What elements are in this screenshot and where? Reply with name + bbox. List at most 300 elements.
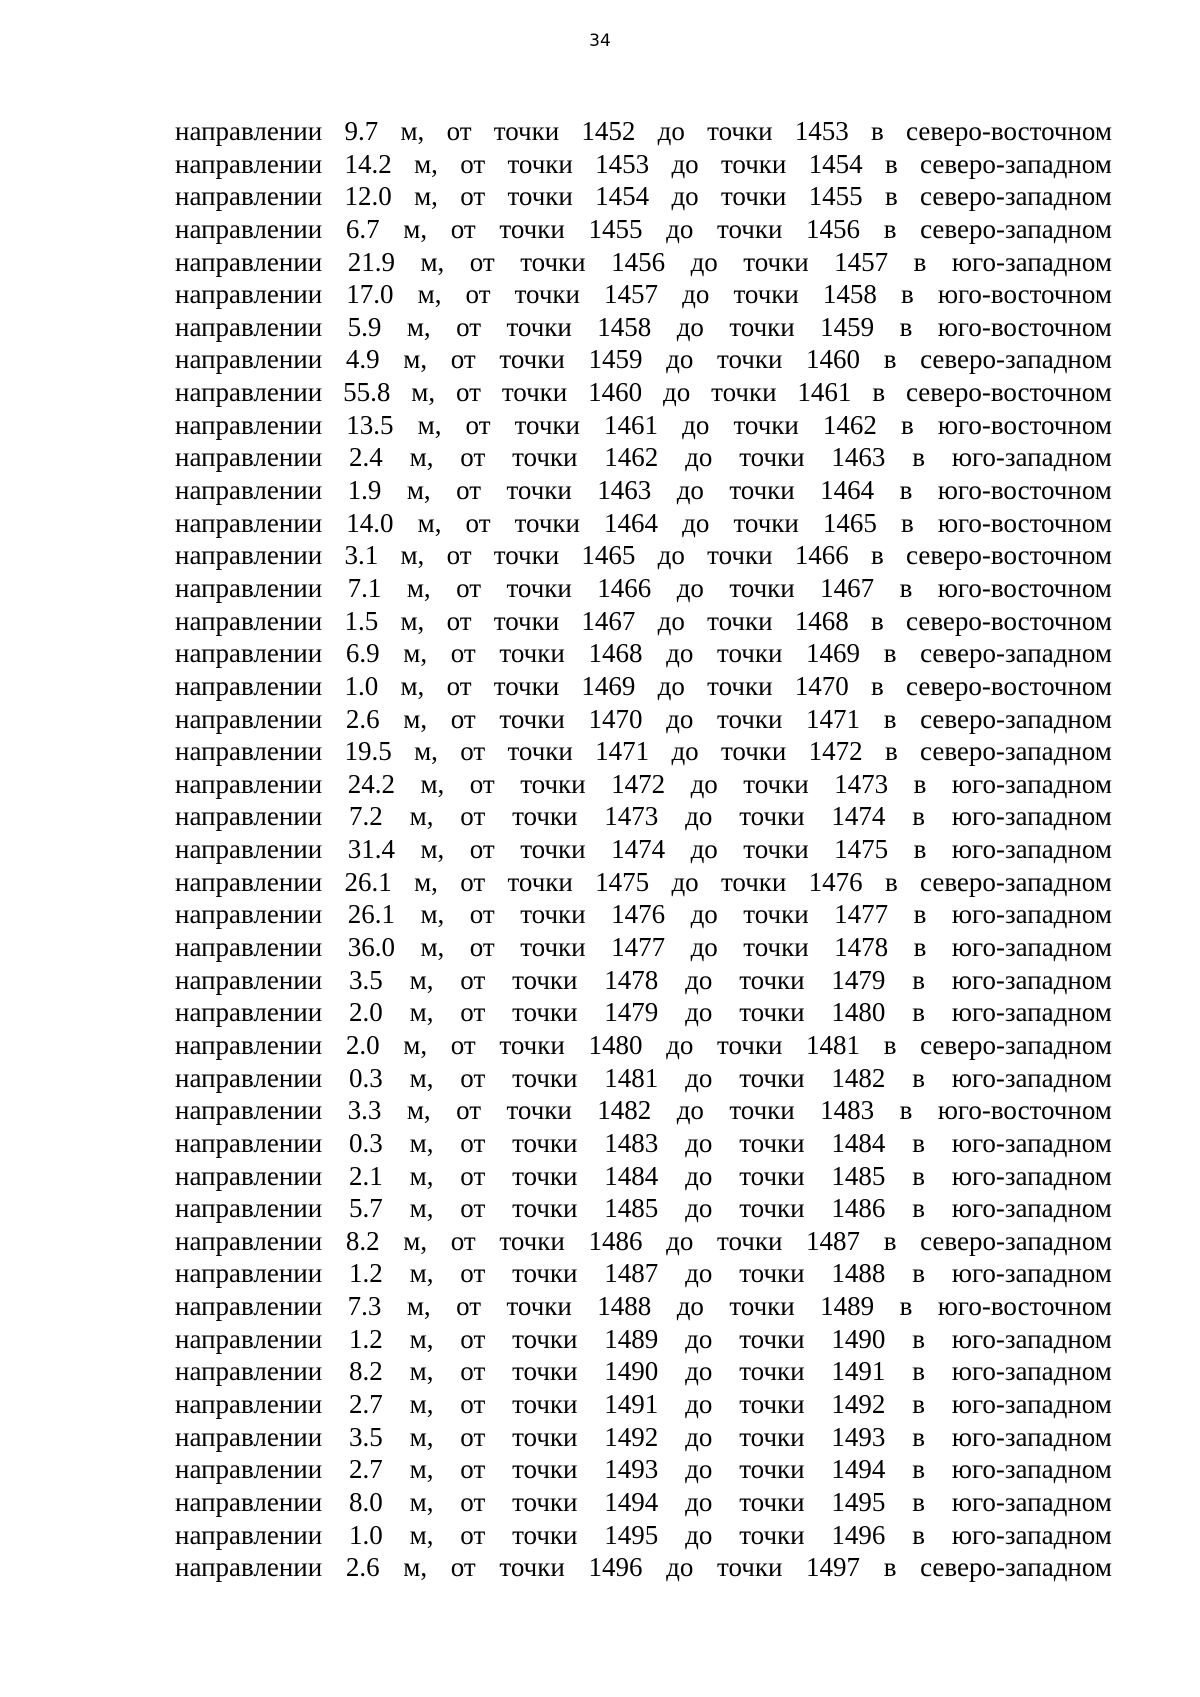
text-word: 7.1 — [347, 572, 382, 603]
text-word: в — [901, 507, 914, 538]
text-word: точки — [512, 964, 578, 995]
text-word: м, — [411, 377, 436, 408]
text-word: 26.1 — [347, 899, 395, 930]
text-word: 55.8 — [343, 377, 391, 408]
text-word: направлении — [175, 964, 323, 995]
text-word: в — [912, 1519, 925, 1550]
text-word: юго-западном — [951, 1258, 1112, 1289]
text-word: до — [685, 1421, 713, 1452]
text-word: направлении — [175, 997, 323, 1028]
text-word: в — [913, 899, 927, 930]
text-word: точки — [512, 1258, 578, 1289]
text-word: м, — [409, 1062, 434, 1093]
text-word: точки — [720, 181, 787, 212]
text-word: 1470 — [588, 703, 643, 734]
text-word: от — [460, 1160, 486, 1191]
text-word: направлении — [175, 768, 323, 799]
text-word: в — [872, 377, 886, 408]
text-word: м, — [414, 181, 438, 212]
text-line — [175, 964, 1112, 997]
text-word: в — [912, 1193, 925, 1224]
text-word: 2.7 — [349, 1388, 383, 1419]
text-word: до — [682, 507, 710, 538]
text-word: до — [685, 1388, 713, 1419]
text-word: до — [690, 246, 718, 277]
text-word: юго-восточном — [937, 311, 1112, 342]
text-word: 2.7 — [349, 1454, 383, 1485]
text-word: юго-западном — [951, 1388, 1112, 1419]
text-word: 1.5 — [344, 605, 379, 636]
text-word: точки — [739, 1323, 805, 1354]
text-word: точки — [733, 507, 799, 538]
text-word: м, — [400, 116, 425, 146]
text-line — [175, 1355, 1112, 1388]
text-word: от — [450, 703, 476, 734]
text-word: точки — [493, 540, 560, 571]
text-word: 3.5 — [349, 964, 383, 995]
text-word: направлении — [175, 1095, 323, 1126]
text-word: точки — [512, 1454, 578, 1485]
text-line — [175, 735, 1112, 768]
text-word: 1457 — [604, 279, 659, 310]
text-word: до — [676, 572, 704, 603]
text-word: юго-западном — [951, 1062, 1112, 1093]
text-word: до — [685, 1323, 713, 1354]
text-word: северо-восточном — [906, 605, 1112, 636]
text-word: в — [912, 964, 925, 995]
text-word: 1494 — [831, 1454, 886, 1485]
text-word: в — [912, 1160, 925, 1191]
text-word: 1476 — [808, 866, 863, 897]
text-word: в — [912, 1454, 925, 1485]
text-word: 1464 — [604, 507, 659, 538]
text-word: направлении — [175, 1421, 323, 1452]
text-word: направлении — [175, 246, 323, 277]
text-word: 1478 — [834, 932, 889, 963]
text-word: м, — [409, 1193, 434, 1224]
text-word: точки — [739, 1160, 805, 1191]
text-word: направлении — [175, 1160, 323, 1191]
text-word: 1468 — [588, 638, 643, 669]
text-line — [175, 1290, 1112, 1323]
text-word: от — [460, 1062, 486, 1093]
text-word: 1488 — [831, 1258, 886, 1289]
text-word: юго-восточном — [937, 1095, 1112, 1126]
text-word: 8.0 — [349, 1486, 383, 1517]
text-word: точки — [512, 801, 578, 832]
text-word: юго-западном — [951, 1519, 1112, 1550]
text-line — [175, 768, 1112, 801]
text-word: точки — [707, 540, 773, 571]
text-word: от — [456, 1095, 482, 1126]
text-word: 1495 — [831, 1486, 886, 1517]
text-word: 1467 — [820, 572, 875, 603]
text-word: от — [460, 964, 486, 995]
text-word: 1481 — [806, 1029, 861, 1060]
text-word: 1489 — [604, 1323, 659, 1354]
text-word: от — [460, 1519, 486, 1550]
text-word: направлении — [175, 834, 323, 865]
text-word: от — [450, 1029, 476, 1060]
text-word: от — [469, 932, 495, 963]
text-word: 1484 — [831, 1127, 886, 1158]
text-word: м, — [417, 409, 442, 440]
text-line — [175, 800, 1112, 833]
text-word: до — [690, 768, 718, 799]
text-word: направлении — [175, 1486, 323, 1517]
text-word: до — [685, 1127, 713, 1158]
text-word: 17.0 — [346, 279, 394, 310]
text-word: 1474 — [611, 834, 666, 865]
text-word: до — [685, 1519, 713, 1550]
text-word: 1482 — [831, 1062, 886, 1093]
text-word: м, — [403, 213, 428, 244]
text-word: от — [450, 1552, 476, 1583]
text-word: направлении — [175, 1519, 323, 1550]
text-word: 1471 — [595, 736, 650, 767]
text-word: направлении — [175, 1552, 323, 1583]
text-word: точки — [493, 116, 560, 146]
text-word: направлении — [175, 572, 323, 603]
text-word: от — [460, 1356, 486, 1387]
text-word: в — [912, 1486, 925, 1517]
text-word: точки — [512, 1160, 578, 1191]
text-word: точки — [499, 1552, 565, 1583]
text-line — [175, 1127, 1112, 1160]
text-word: направлении — [175, 507, 323, 538]
text-word: 1462 — [822, 409, 877, 440]
text-word: направлении — [175, 1062, 323, 1093]
text-word: 1477 — [611, 932, 666, 963]
text-word: 1484 — [604, 1160, 659, 1191]
text-word: точки — [512, 1062, 578, 1093]
text-word: 1.0 — [349, 1519, 383, 1550]
text-word: 8.2 — [349, 1356, 383, 1387]
text-word: в — [912, 997, 925, 1028]
text-word: точки — [720, 866, 787, 897]
text-word: юго-западном — [951, 1356, 1112, 1387]
text-word: направлении — [175, 475, 323, 506]
text-word: направлении — [175, 213, 323, 244]
text-word: 1486 — [831, 1193, 886, 1224]
text-word: точки — [720, 736, 787, 767]
text-word: в — [912, 1258, 925, 1289]
text-word: точки — [720, 148, 787, 179]
text-word: точки — [512, 1486, 578, 1517]
text-word: м, — [420, 834, 445, 865]
text-word: северо-западном — [920, 344, 1112, 375]
text-word: северо-западном — [920, 736, 1112, 767]
text-word: точки — [512, 442, 578, 473]
text-word: точки — [717, 213, 783, 244]
text-word: 1492 — [831, 1388, 886, 1419]
text-word: 2.4 — [349, 442, 383, 473]
text-word: 1475 — [595, 866, 650, 897]
text-word: точки — [739, 964, 805, 995]
text-word: направлении — [175, 1225, 323, 1256]
text-word: 1461 — [604, 409, 659, 440]
text-word: северо-западном — [920, 148, 1112, 179]
text-word: юго-западном — [951, 899, 1112, 930]
text-word: в — [883, 638, 897, 669]
text-word: точки — [739, 442, 805, 473]
text-word: точки — [512, 1421, 578, 1452]
text-word: точки — [507, 866, 573, 897]
text-word: 5.7 — [349, 1193, 383, 1224]
text-word: от — [460, 181, 486, 212]
text-line — [175, 1486, 1112, 1519]
text-word: 2.6 — [345, 1552, 380, 1583]
text-word: 26.1 — [344, 866, 392, 897]
text-word: 1468 — [794, 605, 849, 636]
text-word: точки — [743, 834, 809, 865]
text-word: 1479 — [831, 964, 886, 995]
text-line — [175, 1421, 1112, 1454]
text-word: точки — [739, 1356, 805, 1387]
text-word: в — [912, 801, 925, 832]
text-word: 14.0 — [346, 507, 394, 538]
text-word: точки — [512, 1127, 578, 1158]
text-word: 1485 — [831, 1160, 886, 1191]
text-word: 1470 — [794, 670, 849, 701]
text-word: юго-западном — [951, 997, 1112, 1028]
text-word: 1463 — [597, 475, 652, 506]
text-word: точки — [514, 507, 580, 538]
text-word: точки — [520, 834, 586, 865]
text-word: от — [465, 409, 491, 440]
text-line — [175, 637, 1112, 670]
text-word: от — [460, 866, 486, 897]
text-word: 6.7 — [345, 213, 380, 244]
text-word: в — [883, 344, 897, 375]
text-word: от — [455, 377, 481, 408]
text-word: точки — [743, 899, 809, 930]
text-word: юго-западном — [951, 442, 1112, 473]
text-word: м, — [400, 670, 425, 701]
text-word: юго-западном — [951, 1486, 1112, 1517]
text-word: точки — [520, 246, 586, 277]
text-word: м, — [403, 1552, 428, 1583]
text-word: до — [657, 540, 685, 571]
text-word: точки — [717, 1225, 783, 1256]
text-word: юго-западном — [951, 1323, 1112, 1354]
text-line — [175, 507, 1112, 540]
text-word: в — [912, 1062, 925, 1093]
text-word: от — [456, 572, 482, 603]
text-word: направлении — [175, 670, 323, 701]
text-word: 1473 — [604, 801, 659, 832]
text-word: от — [469, 834, 495, 865]
text-word: юго-западном — [951, 834, 1112, 865]
text-word: м, — [420, 768, 445, 799]
text-word: 1459 — [820, 311, 875, 342]
text-word: 1.2 — [349, 1323, 383, 1354]
text-word: юго-западном — [951, 1454, 1112, 1485]
text-word: до — [671, 866, 699, 897]
text-word: северо-западном — [920, 1225, 1112, 1256]
text-word: 1456 — [806, 213, 861, 244]
text-word: 1488 — [597, 1291, 652, 1322]
text-word: точки — [733, 279, 799, 310]
text-word: точки — [507, 736, 573, 767]
text-word: до — [657, 605, 685, 636]
text-word: 31.4 — [347, 834, 395, 865]
text-word: в — [871, 116, 884, 146]
text-word: 1461 — [797, 377, 852, 408]
text-word: направлении — [175, 736, 323, 767]
text-word: точки — [499, 1225, 565, 1256]
text-word: 1495 — [604, 1519, 659, 1550]
text-word: до — [682, 409, 710, 440]
text-word: северо-западном — [920, 213, 1112, 244]
text-line — [175, 180, 1112, 213]
text-word: 1493 — [831, 1421, 886, 1452]
text-word: точки — [493, 605, 560, 636]
text-word: м, — [406, 311, 431, 342]
text-word: точки — [717, 703, 783, 734]
text-word: от — [456, 475, 482, 506]
text-word: 1497 — [806, 1552, 861, 1583]
text-word: 13.5 — [346, 409, 394, 440]
text-word: от — [456, 1291, 482, 1322]
text-line — [175, 246, 1112, 279]
text-word: юго-восточном — [937, 507, 1112, 538]
text-word: 1467 — [581, 605, 636, 636]
text-word: 1455 — [588, 213, 643, 244]
text-word: юго-западном — [951, 1193, 1112, 1224]
text-line — [175, 148, 1112, 181]
text-word: северо-западном — [920, 181, 1112, 212]
text-word: м, — [409, 1258, 434, 1289]
text-line — [175, 1257, 1112, 1290]
text-word: до — [676, 475, 704, 506]
text-word: точки — [507, 181, 573, 212]
text-word: 3.1 — [344, 540, 379, 571]
text-word: от — [446, 116, 472, 146]
text-word: до — [671, 148, 699, 179]
text-word: точки — [729, 1291, 795, 1322]
text-word: 1469 — [806, 638, 861, 669]
text-word: направлении — [175, 181, 323, 212]
text-word: м, — [417, 507, 442, 538]
text-word: от — [460, 442, 486, 473]
text-word: точки — [717, 1029, 783, 1060]
text-word: 12.0 — [344, 181, 392, 212]
text-word: в — [883, 1225, 897, 1256]
text-word: точки — [512, 1388, 578, 1419]
text-word: точки — [499, 344, 565, 375]
text-word: м, — [409, 1127, 434, 1158]
text-word: точки — [729, 572, 795, 603]
text-word: юго-западном — [951, 1160, 1112, 1191]
text-word: направлении — [175, 638, 323, 669]
text-word: до — [685, 442, 713, 473]
text-word: направлении — [175, 1258, 323, 1289]
text-word: направлении — [175, 1323, 323, 1354]
text-word: точки — [506, 1291, 572, 1322]
text-word: от — [469, 246, 495, 277]
text-word: точки — [739, 1388, 805, 1419]
text-word: 8.2 — [345, 1225, 380, 1256]
text-word: до — [666, 638, 694, 669]
text-word: 1489 — [820, 1291, 875, 1322]
text-word: в — [913, 768, 927, 799]
text-word: от — [450, 638, 476, 669]
text-word: от — [446, 540, 472, 571]
text-word: до — [676, 311, 704, 342]
text-word: в — [884, 181, 898, 212]
text-word: 3.5 — [349, 1421, 383, 1452]
text-word: 1480 — [831, 997, 886, 1028]
text-line — [175, 376, 1112, 409]
text-word: м, — [406, 1291, 431, 1322]
text-word: от — [465, 279, 491, 310]
text-word: до — [671, 181, 699, 212]
text-word: от — [450, 213, 476, 244]
text-word: от — [460, 1421, 486, 1452]
text-word: 4.9 — [345, 344, 380, 375]
text-word: до — [666, 344, 694, 375]
text-word: 1463 — [831, 442, 886, 473]
text-word: точки — [743, 246, 809, 277]
text-word: точки — [739, 1519, 805, 1550]
text-word: 21.9 — [347, 246, 395, 277]
text-word: 1492 — [604, 1421, 659, 1452]
text-word: м, — [409, 1486, 434, 1517]
text-line — [175, 539, 1112, 572]
text-word: точки — [512, 997, 578, 1028]
text-word: направлении — [175, 1454, 323, 1485]
text-word: м, — [409, 1160, 434, 1191]
text-word: 24.2 — [347, 768, 395, 799]
text-word: до — [690, 899, 718, 930]
text-line — [175, 1519, 1112, 1552]
body-text — [175, 115, 1112, 1584]
text-word: направлении — [175, 377, 323, 408]
text-word: 2.0 — [349, 997, 383, 1028]
text-word: до — [666, 1552, 694, 1583]
text-word: 1482 — [597, 1095, 652, 1126]
text-word: в — [901, 279, 914, 310]
text-word: направлении — [175, 899, 323, 930]
text-word: в — [871, 670, 884, 701]
text-line — [175, 670, 1112, 703]
text-word: м, — [409, 1356, 434, 1387]
text-word: 7.3 — [347, 1291, 382, 1322]
text-word: юго-восточном — [937, 475, 1112, 506]
text-word: 1465 — [581, 540, 636, 571]
text-line — [175, 996, 1112, 1029]
text-word: до — [690, 834, 718, 865]
text-word: 1494 — [604, 1486, 659, 1517]
text-word: до — [685, 1486, 713, 1517]
text-word: точки — [507, 148, 573, 179]
text-word: м, — [414, 866, 438, 897]
text-word: м, — [403, 344, 428, 375]
text-word: м, — [409, 801, 434, 832]
text-word: 1466 — [597, 572, 652, 603]
text-word: точки — [717, 1552, 783, 1583]
text-line — [175, 1192, 1112, 1225]
text-word: в — [901, 409, 914, 440]
text-word: м, — [400, 540, 425, 571]
text-word: направлении — [175, 866, 323, 897]
text-word: юго-западном — [951, 1421, 1112, 1452]
text-word: точки — [493, 670, 560, 701]
text-word: в — [912, 1356, 925, 1387]
text-word: точки — [729, 475, 795, 506]
text-word: м, — [409, 1388, 434, 1419]
